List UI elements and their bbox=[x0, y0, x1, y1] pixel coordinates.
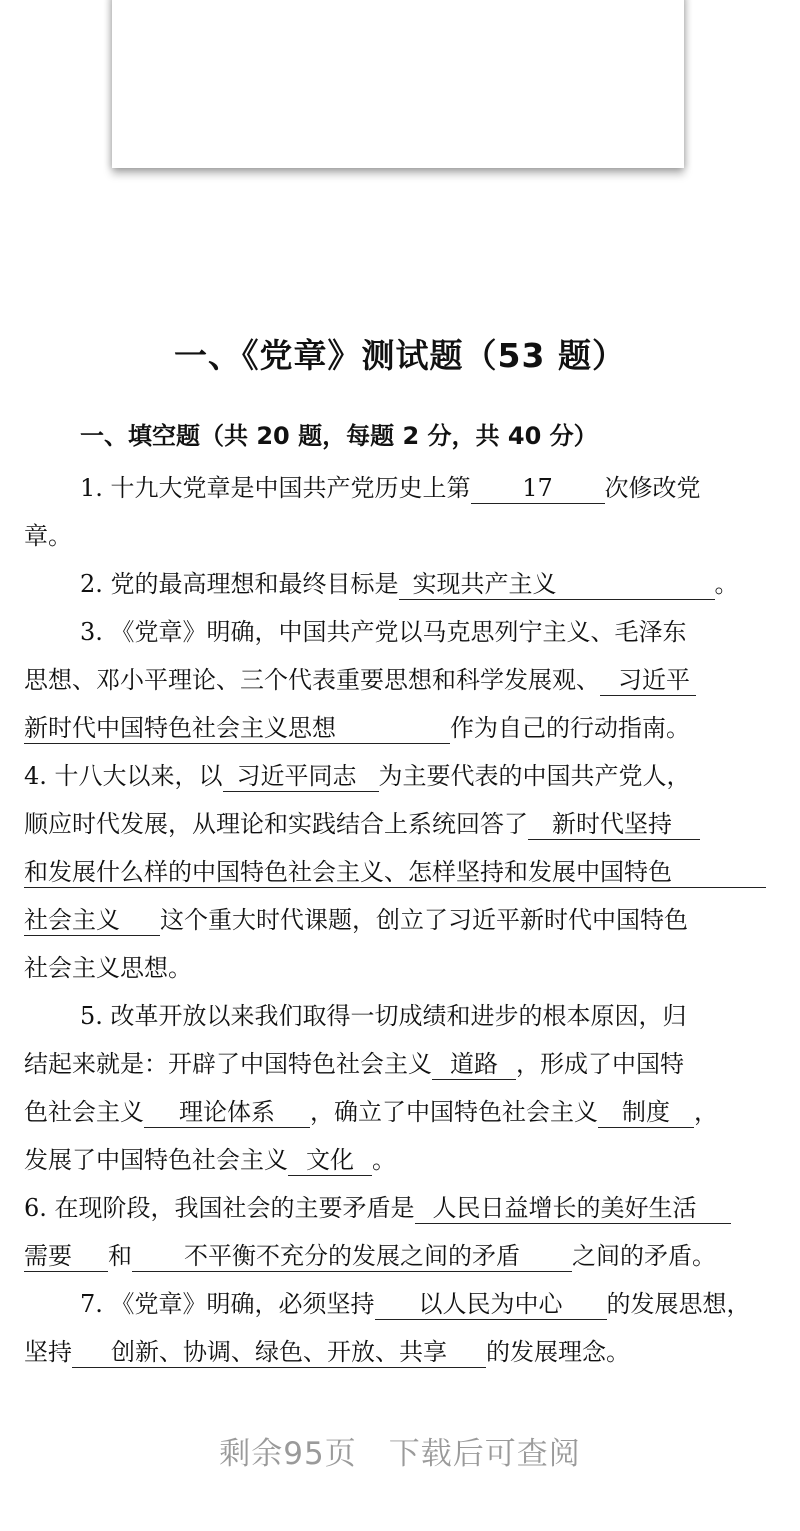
question-5-line-2: 结起来就是：开辟了中国特色社会主义 道路 ，形成了中国特 bbox=[24, 1050, 684, 1078]
answer-blank: 17 bbox=[471, 473, 605, 504]
answer-blank: 理论体系 bbox=[144, 1097, 310, 1128]
question-6: 6. 在现阶段，我国社会的主要矛盾是 人民日益增长的美好生活 bbox=[24, 1184, 776, 1232]
question-1: 1. 十九大党章是中国共产党历史上第 17 次修改党 bbox=[80, 474, 701, 502]
answer-blank: 需要 bbox=[24, 1241, 108, 1272]
answer-blank: 新时代坚持 bbox=[528, 809, 700, 840]
question-5: 5. 改革开放以来我们取得一切成绩和进步的根本原因，归 bbox=[80, 1002, 687, 1030]
question-3: 3. 《党章》明确，中国共产党以马克思列宁主义、毛泽东 bbox=[80, 618, 687, 646]
question-4-line-3 bbox=[24, 848, 776, 896]
answer-blank: 创新、协调、绿色、开放、共享 bbox=[72, 1337, 486, 1368]
question-3-line-3: 新时代中国特色社会主义思想 作为自己的行动指南。 bbox=[24, 714, 690, 742]
cover-page-preview bbox=[112, 0, 684, 168]
answer-blank: 新时代中国特色社会主义思想 bbox=[24, 713, 450, 744]
question-2: 2. 党的最高理想和最终目标是 实现共产主义 。 bbox=[80, 570, 739, 598]
answer-blank: 以人民为中心 bbox=[375, 1289, 607, 1320]
answer-blank: 文化 bbox=[288, 1145, 372, 1176]
document-title: 一、《党章》测试题（53 题） bbox=[174, 336, 626, 375]
answer-blank: 道路 bbox=[432, 1049, 516, 1080]
question-4: 4. 十八大以来，以 习近平同志 为主要代表的中国共产党人， bbox=[24, 762, 691, 790]
question-7: 7. 《党章》明确，必须坚持 以人民为中心 的发展思想， bbox=[80, 1290, 751, 1318]
question-1-cont: 章。 bbox=[24, 522, 72, 550]
answer-blank: 习近平 bbox=[600, 665, 696, 696]
question-4-line-2: 顺应时代发展，从理论和实践结合上系统回答了 新时代坚持 bbox=[24, 800, 776, 848]
answer-blank: 习近平同志 bbox=[223, 761, 379, 792]
question-4-line-4: 社会主义 这个重大时代课题，创立了习近平新时代中国特色 bbox=[24, 906, 688, 934]
download-prompt[interactable]: 剩余95页 下载后可查阅 bbox=[219, 1436, 581, 1472]
answer-blank: 不平衡不充分的发展之间的矛盾 bbox=[132, 1241, 572, 1272]
question-7-line-2: 坚持 创新、协调、绿色、开放、共享 的发展理念。 bbox=[24, 1338, 630, 1366]
question-3-line-2: 思想、邓小平理论、三个代表重要思想和科学发展观、 习近平 bbox=[24, 656, 776, 704]
question-5-line-4: 发展了中国特色社会主义 文化 。 bbox=[24, 1146, 396, 1174]
question-6-line-2: 需要 和 不平衡不充分的发展之间的矛盾 之间的矛盾。 bbox=[24, 1242, 716, 1270]
answer-blank: 制度 bbox=[598, 1097, 694, 1128]
answer-blank: 人民日益增长的美好生活 bbox=[415, 1193, 731, 1224]
question-4-line-5: 社会主义思想。 bbox=[24, 954, 192, 982]
question-5-line-3: 色社会主义 理论体系 ，确立了中国特色社会主义 制度 ， bbox=[24, 1098, 718, 1126]
answer-blank: 实现共产主义 bbox=[399, 569, 715, 600]
answer-blank: 和发展什么样的中国特色社会主义、怎样坚持和发展中国特色 bbox=[24, 857, 766, 888]
section-heading: 一、填空题（共 20 题，每题 2 分，共 40 分） bbox=[80, 422, 598, 450]
answer-blank: 社会主义 bbox=[24, 905, 160, 936]
